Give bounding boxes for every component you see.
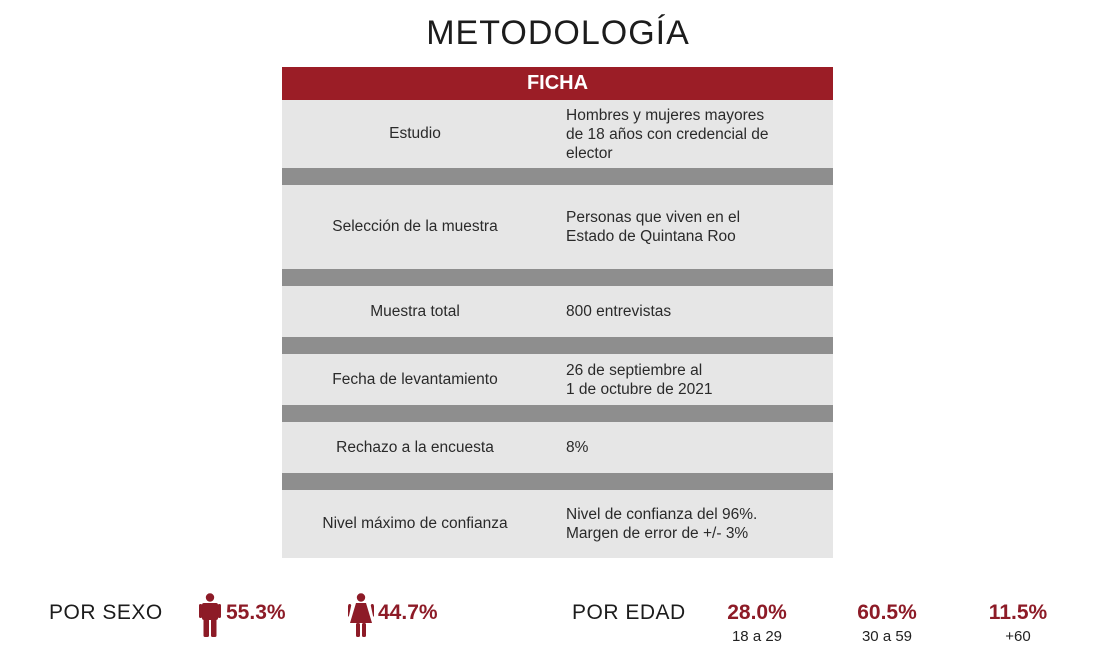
value-line: Personas que viven en el	[566, 209, 741, 226]
ficha-table	[282, 67, 833, 558]
row-label: Fecha de levantamiento	[332, 370, 498, 388]
age-group	[702, 590, 812, 645]
row-value	[548, 505, 833, 543]
row-separator	[282, 405, 833, 422]
female-person-icon	[348, 593, 374, 637]
age-percentage: 60.5%	[857, 601, 917, 624]
row-separator	[282, 168, 833, 185]
value-line: 1 de octubre de 2021	[566, 380, 713, 398]
female-percentage: 44.7%	[378, 601, 438, 624]
age-percentage: 11.5%	[988, 601, 1048, 624]
male-person-icon	[199, 593, 221, 637]
row-separator	[282, 269, 833, 286]
sex-label: POR SEXO	[49, 601, 163, 624]
row-label: Nivel máximo de confianza	[322, 515, 508, 532]
age-range: 18 a 29	[731, 628, 783, 645]
row-value	[548, 438, 833, 457]
value-line: Margen de error de +/- 3%	[566, 525, 749, 542]
male-percentage: 55.3%	[226, 601, 286, 624]
age-percentage: 28.0%	[727, 601, 787, 624]
page-title: METODOLOGÍA	[426, 14, 690, 52]
row-value	[548, 208, 833, 246]
value-line: Nivel de confianza del 96%.	[566, 506, 758, 523]
row-value	[548, 106, 833, 163]
table-row	[282, 490, 833, 558]
age-range: +60	[1005, 628, 1031, 645]
value-line: 26 de septiembre al	[566, 361, 703, 379]
table-header: FICHA	[282, 67, 833, 100]
demographics-footer	[0, 590, 1116, 650]
table-row	[282, 354, 833, 405]
table-row	[282, 185, 833, 269]
table-row	[282, 422, 833, 473]
row-value	[548, 302, 833, 321]
value-line: Estado de Quintana Roo	[566, 228, 736, 245]
age-group	[832, 590, 942, 645]
row-separator	[282, 473, 833, 490]
value-line: Hombres y mujeres mayores	[566, 106, 765, 124]
age-group	[963, 590, 1073, 645]
row-label: Selección de la muestra	[332, 218, 498, 235]
row-label: Muestra total	[370, 302, 460, 320]
row-label: Estudio	[389, 125, 441, 142]
value-line: 8%	[566, 439, 589, 456]
value-line: 800 entrevistas	[566, 303, 672, 320]
age-label: POR EDAD	[572, 601, 686, 624]
table-row	[282, 286, 833, 337]
row-separator	[282, 337, 833, 354]
table-row	[282, 100, 833, 168]
age-range: 30 a 59	[861, 628, 913, 645]
row-value	[548, 361, 833, 399]
row-label: Rechazo a la encuesta	[336, 438, 494, 456]
value-line: de 18 años con credencial de	[566, 125, 769, 143]
value-line: elector	[566, 144, 613, 162]
